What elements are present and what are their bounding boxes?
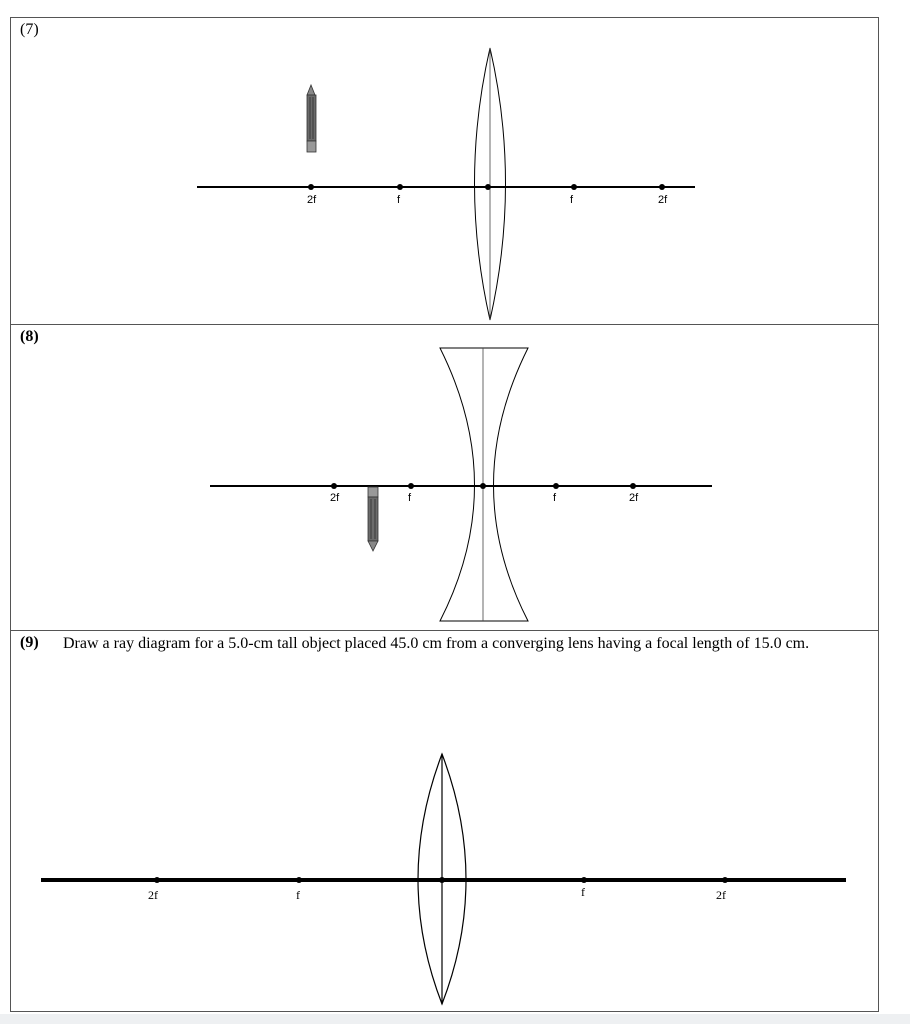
problem-7-panel: [10, 17, 879, 325]
axis-label-2f-right: 2f: [716, 888, 726, 902]
axis-label-f-left: f: [408, 492, 412, 504]
axis-point-f-left: [296, 877, 302, 883]
axis-point-f-left: [408, 483, 414, 489]
problem-9-number: (9): [20, 634, 39, 651]
axis-point-2f-right: [659, 184, 665, 190]
axis-label-f-right: f: [570, 194, 574, 206]
axis-point-f-right: [553, 483, 559, 489]
axis-label-2f-right: 2f: [629, 492, 639, 504]
axis-label-2f-left: 2f: [148, 888, 158, 902]
problem-8-panel: [10, 324, 879, 631]
axis-label-2f-right: 2f: [658, 194, 668, 206]
axis-label-2f-left: 2f: [307, 194, 317, 206]
problem-7-number: (7): [20, 21, 39, 38]
pencil-object-icon: [368, 487, 378, 551]
axis-label-f-right: f: [581, 885, 585, 899]
problem-9-question-text: Draw a ray diagram for a 5.0-cm tall object placed 45.0 cm from a converging lens having a focal length of 15.0 cm.: [63, 635, 810, 652]
axis-label-2f-left: 2f: [330, 492, 340, 504]
problem-8-number: (8): [20, 328, 39, 345]
page-bottom-strip: [0, 1014, 910, 1024]
pencil-object-icon: [307, 85, 316, 152]
problem-9-panel: [10, 630, 879, 1012]
axis-point-2f-left: [331, 483, 337, 489]
axis-label-f-left: f: [296, 888, 300, 902]
axis-point-2f-right: [630, 483, 636, 489]
problem-7-diagram: [11, 18, 880, 326]
axis-label-f-right: f: [553, 492, 557, 504]
problem-8-diagram: [11, 325, 880, 632]
axis-point-f-right: [581, 877, 587, 883]
axis-point-f-right: [571, 184, 577, 190]
lens-center-dot: [439, 877, 445, 883]
axis-point-2f-right: [722, 877, 728, 883]
lens-center-dot: [485, 184, 491, 190]
axis-label-f-left: f: [397, 194, 401, 206]
axis-point-2f-left: [154, 877, 160, 883]
axis-point-2f-left: [308, 184, 314, 190]
axis-point-f-left: [397, 184, 403, 190]
lens-center-dot: [480, 483, 486, 489]
problem-9-diagram[interactable]: [11, 631, 880, 1013]
